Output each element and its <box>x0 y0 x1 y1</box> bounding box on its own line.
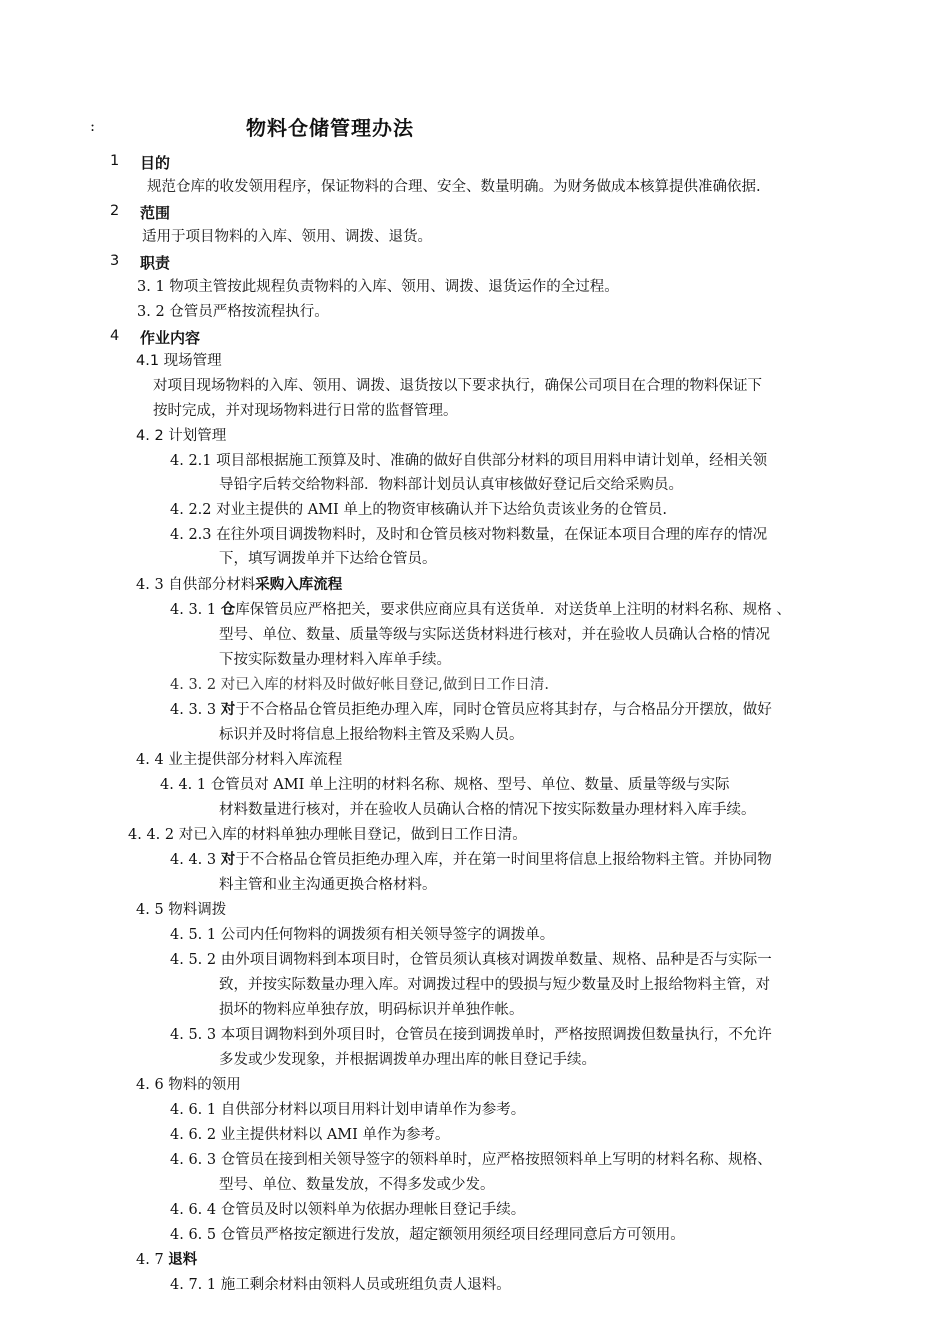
item-4-3-3-line-1 <box>170 700 772 720</box>
section-2-text: 适用于项目物料的入库、领用、调拨、退货。 <box>142 229 432 245</box>
subsection-4-3-lead: 4. 3 自供部分材料 <box>136 577 256 593</box>
item-4-6-3-line-2: 型号、单位、数量发放，不得多发或少发。 <box>219 1177 495 1193</box>
item-4-3-1-number: 4. 3. 1 <box>170 602 221 618</box>
item-4-5-1: 4. 5. 1 公司内任何物料的调拨须有相关领导签字的调拨单。 <box>170 927 555 943</box>
item-4-4-3-lead-char: 对 <box>220 852 236 868</box>
item-4-2-1-line-1: 4. 2.1 项目部根据施工预算及时、准确的做好自供部分材料的项目用料申请计划单，经相关领 <box>170 453 768 469</box>
subsection-4-2-number: 4. 2 <box>136 428 169 444</box>
item-4-3-3-lead-char: 对 <box>220 702 236 718</box>
subsection-4-1-heading: 4.1 现场管理 <box>136 353 222 369</box>
item-4-5-3-line-2: 多发或少发现象，并根据调拨单办理出库的帐目登记手续。 <box>219 1052 596 1068</box>
subsection-4-7-title: 退料 <box>168 1252 198 1268</box>
item-4-6-4: 4. 6. 4 仓管员及时以领料单为依据办理帐目登记手续。 <box>170 1202 526 1218</box>
item-4-6-2: 4. 6. 2 业主提供材料以 AMI 单作为参考。 <box>170 1127 450 1143</box>
item-4-5-2-line-1: 4. 5. 2 由外项目调物料到本项目时，仓管员须认真核对调拨单数量、规格、品种是否与实际一 <box>170 952 772 968</box>
section-3-title: 职责 <box>140 254 171 272</box>
section-2-title: 范围 <box>140 204 171 222</box>
item-4-3-3-line-2: 标识并及时将信息上报给物料主管及采购人员。 <box>219 727 524 743</box>
page-title: 物料仓储管理办法 <box>246 116 414 140</box>
item-4-2-1-line-2: 导铅字后转交给物料部．物料部计划员认真审核做好登记后交给采购员。 <box>219 477 683 493</box>
item-4-6-1: 4. 6. 1 自供部分材料以项目用料计划申请单作为参考。 <box>170 1102 526 1118</box>
item-4-5-3-line-1: 4. 5. 3 本项目调物料到外项目时，仓管员在接到调拨单时，严格按照调拨但数量执行，不允许 <box>170 1027 772 1043</box>
item-4-2-2: 4. 2.2 对业主提供的 AMI 单上的物资审核确认并下达给负责该业务的仓管员. <box>170 502 667 518</box>
item-4-4-3-line-2: 料主管和业主沟通更换合格材料。 <box>219 877 437 893</box>
section-1-text: 规范仓库的收发领用程序，保证物料的合理、安全、数量明确。为财务做成本核算提供准确依据. <box>147 179 761 195</box>
subsection-4-2-heading <box>136 426 226 446</box>
subsection-4-3-heading <box>136 575 342 595</box>
item-4-5-2-line-3: 损坏的物料应单独存放，明码标识并单独作帐。 <box>219 1002 524 1018</box>
item-4-4-2: 4. 4. 2 对已入库的材料单独办理帐目登记，做到日工作日清。 <box>128 827 527 843</box>
subsection-4-3-title: 采购入库流程 <box>255 577 343 593</box>
item-4-4-1-line-2: 材料数量进行核对，并在验收人员确认合格的情况下按实际数量办理材料入库手续。 <box>219 802 756 818</box>
subsection-4-6-heading: 4. 6 物料的领用 <box>136 1077 241 1093</box>
item-4-3-1-line-2: 型号、单位、数量、质量等级与实际送货材料进行核对，并在验收人员确认合格的情况 <box>219 627 770 643</box>
item-4-5-2-line-2: 致，并按实际数量办理入库。对调拨过程中的毁损与短少数量及时上报给物料主管，对 <box>219 977 770 993</box>
section-3-line-1: 3. 1 物项主管按此规程负责物料的入库、领用、调拨、退货运作的全过程。 <box>137 279 619 295</box>
item-4-3-1-line-1 <box>170 600 791 620</box>
item-4-3-1-lead-char: 仓 <box>220 602 236 618</box>
subsection-4-5-heading: 4. 5 物料调拨 <box>136 902 227 918</box>
subsection-4-7-number: 4. 7 <box>136 1252 169 1268</box>
leading-colon: : <box>90 117 96 135</box>
item-4-4-3-number: 4. 4. 3 <box>170 852 221 868</box>
section-1-number: 1 <box>110 153 120 169</box>
item-4-7-1: 4. 7. 1 施工剩余材料由领料人员或班组负责人退料。 <box>170 1277 511 1293</box>
section-4-title: 作业内容 <box>140 329 201 347</box>
item-4-3-1-line-3: 下按实际数量办理材料入库单手续。 <box>219 652 451 668</box>
item-4-4-3-text: 于不合格品仓管员拒绝办理入库，并在第一时间里将信息上报给物料主管。并协同物 <box>235 852 772 868</box>
subsection-4-7-heading <box>136 1250 197 1270</box>
item-4-6-5: 4. 6. 5 仓管员严格按定额进行发放，超定额领用须经项目经理同意后方可领用。 <box>170 1227 685 1243</box>
item-4-3-2: 4. 3. 2 对已入库的材料及时做好帐目登记,做到日工作日清. <box>170 677 549 693</box>
section-3-line-2: 3. 2 仓管员严格按流程执行。 <box>137 304 329 320</box>
subsection-4-1-line-2: 按时完成，并对现场物料进行日常的监督管理。 <box>153 403 458 419</box>
item-4-6-3-line-1: 4. 6. 3 仓管员在接到相关领导签字的领料单时，应严格按照领料单上写明的材料名称、规格、 <box>170 1152 772 1168</box>
item-4-2-3-line-1: 4. 2.3 在往外项目调拨物料时，及时和仓管员核对物料数量，在保证本项目合理的库存的情况 <box>170 527 768 543</box>
subsection-4-4-heading: 4. 4 业主提供部分材料入库流程 <box>136 752 343 768</box>
section-3-number: 3 <box>110 253 120 269</box>
item-4-4-3-line-1 <box>170 850 772 870</box>
section-2-number: 2 <box>110 203 120 219</box>
item-4-4-1-line-1: 4. 4. 1 仓管员对 AMI 单上注明的材料名称、规格、型号、单位、数量、质量等级与实际 <box>160 777 730 793</box>
item-4-2-3-line-2: 下，填写调拨单并下达给仓管员。 <box>219 551 437 567</box>
subsection-4-2-title: 计划管理 <box>168 428 227 444</box>
item-4-3-1-text: 库保管员应严格把关，要求供应商应具有送货单．对送货单上注明的材料名称、规格 、 <box>235 602 791 618</box>
subsection-4-1-line-1: 对项目现场物料的入库、领用、调拨、退货按以下要求执行，确保公司项目在合理的物料保证下 <box>153 378 762 394</box>
section-1-title: 目的 <box>140 154 171 172</box>
item-4-3-3-number: 4. 3. 3 <box>170 702 221 718</box>
section-4-number: 4 <box>110 328 120 344</box>
item-4-3-3-text: 于不合格品仓管员拒绝办理入库，同时仓管员应将其封存，与合格品分开摆放，做好 <box>235 702 772 718</box>
